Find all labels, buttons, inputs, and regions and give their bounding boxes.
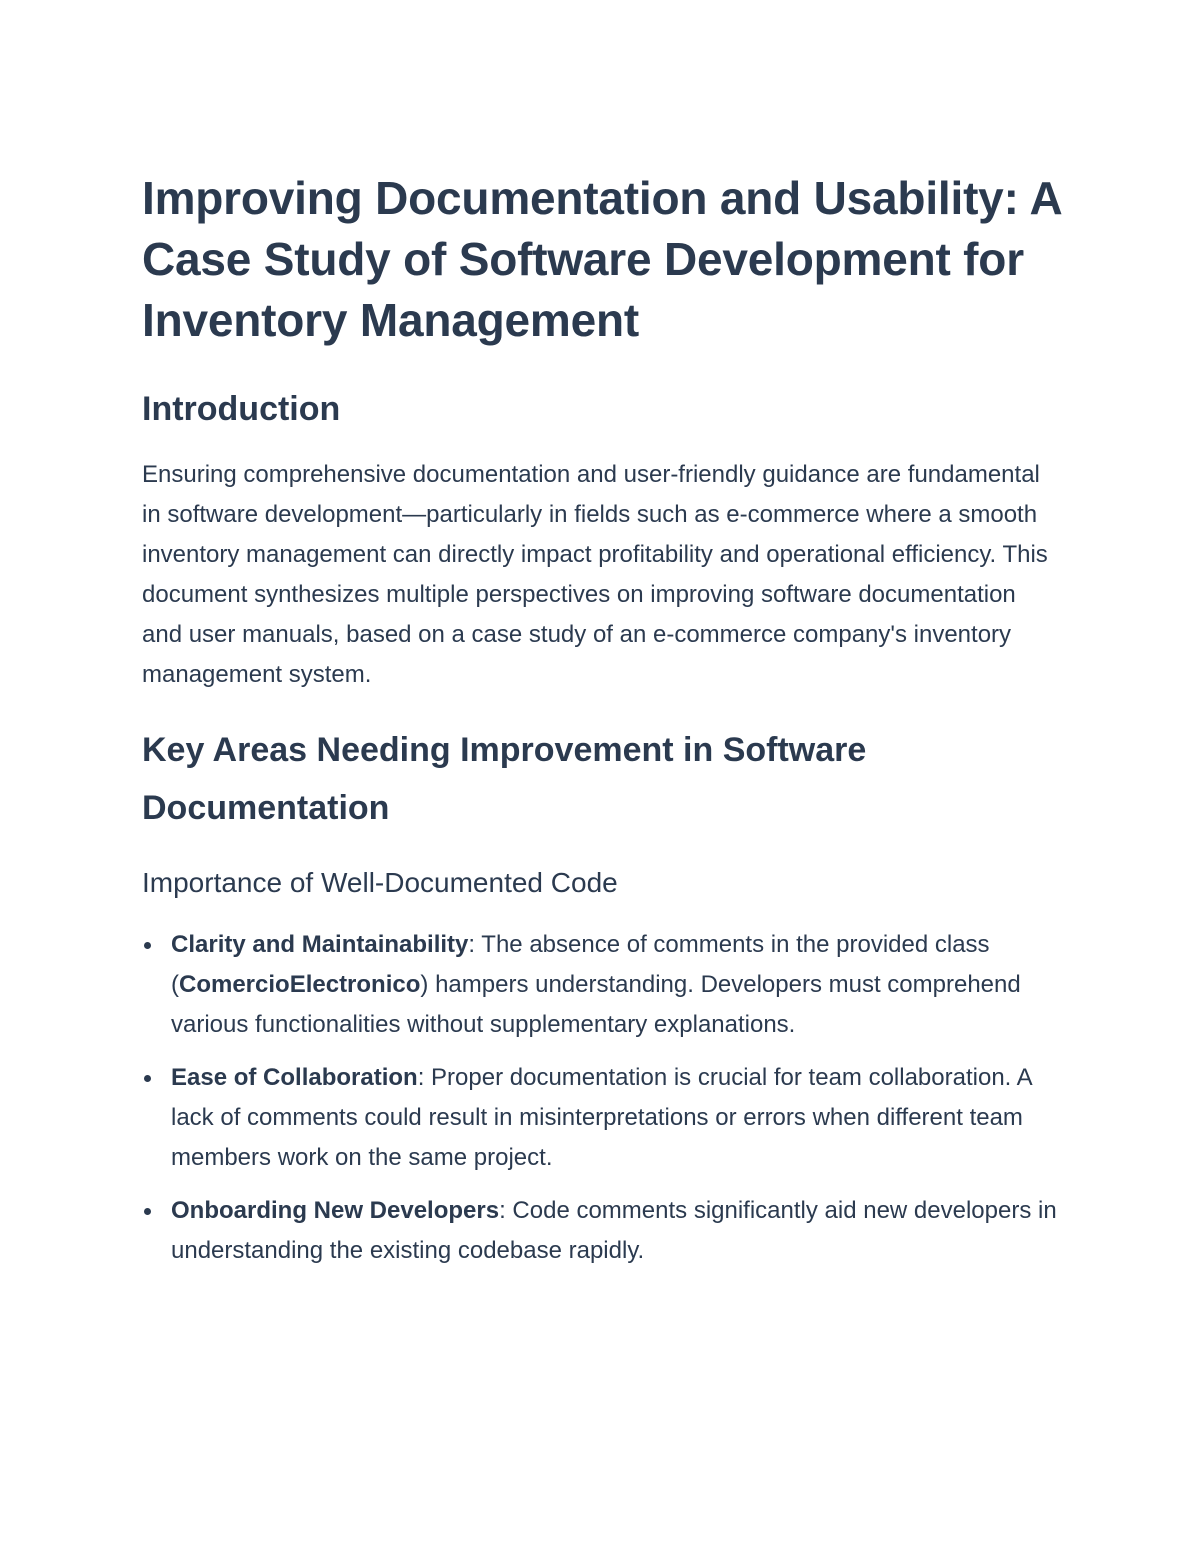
list-item-clarity bbox=[142, 925, 1062, 1045]
introduction-paragraph: Ensuring comprehensive documentation and user-friendly guidance are fundamental in software development—particularly in fields such as e-commerce where a smooth inventory management can directly impact profitability and operational efficiency. This document synthesizes multiple perspectives on improving software documentation and user manuals, based on a case study of an e-commerce company's inventory management system. bbox=[142, 461, 1048, 688]
bullet-text: : Proper documentation is crucial for team collaboration. A lack of comments could result in misinterpretations or errors when different team members work on the same project. bbox=[171, 1064, 1032, 1171]
document-title: Improving Documentation and Usability: A Case Study of Software Development for Inventory Management bbox=[142, 172, 1061, 346]
bullet-text: : Code comments significantly aid new developers in understanding the existing codebase rapidly. bbox=[171, 1197, 1057, 1264]
bullet-term: Ease of Collaboration bbox=[171, 1064, 418, 1091]
importance-subheading: Importance of Well-Documented Code bbox=[142, 867, 618, 898]
improvement-bullet-list bbox=[142, 925, 1062, 1271]
document-page bbox=[142, 168, 1062, 1284]
bullet-text: : The absence of comments in the provided class ( bbox=[171, 931, 990, 998]
bullet-dot-icon bbox=[144, 1075, 151, 1082]
key-areas-heading: Key Areas Needing Improvement in Software Documentation bbox=[142, 731, 867, 827]
list-item-onboarding bbox=[142, 1191, 1062, 1271]
bullet-dot-icon bbox=[144, 1208, 151, 1215]
bullet-term: Clarity and Maintainability bbox=[171, 931, 469, 958]
introduction-heading: Introduction bbox=[142, 390, 341, 428]
class-name: ComercioElectronico bbox=[179, 971, 421, 998]
bullet-text: ) hampers understanding. Developers must comprehend various functionalities without supplementary explanations. bbox=[171, 971, 1021, 1038]
bullet-dot-icon bbox=[144, 942, 151, 949]
list-item-collaboration bbox=[142, 1058, 1062, 1178]
bullet-term: Onboarding New Developers bbox=[171, 1197, 500, 1224]
